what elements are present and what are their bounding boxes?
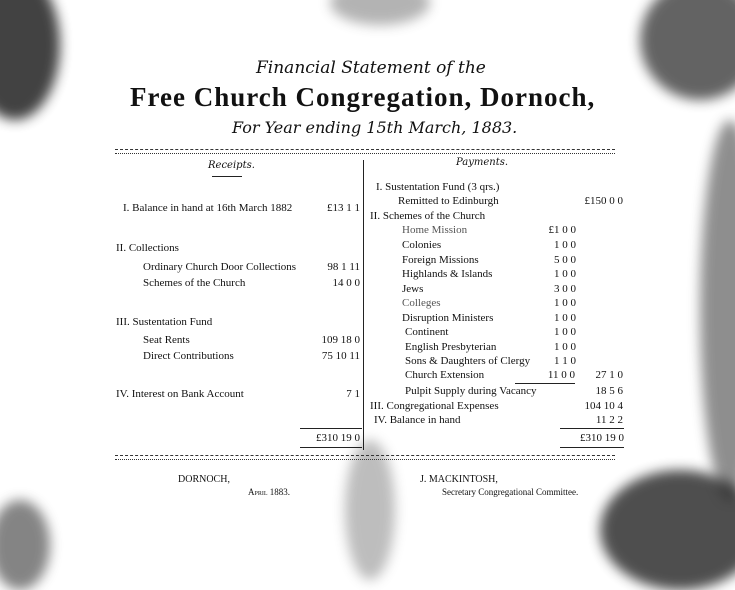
header-line1: Financial Statement of the	[256, 58, 486, 78]
sustentation-item-amount: 109 18 0	[321, 334, 360, 346]
footer-place: DORNOCH,	[178, 474, 230, 485]
receipts-total-underline	[300, 447, 362, 448]
payments-balance-amount: 11 2 2	[595, 414, 623, 426]
collections-item-amount: 98 1 11	[327, 261, 360, 273]
schemes-subtotal-rule	[515, 383, 575, 384]
scheme-item-label: Jews	[402, 283, 424, 295]
payments-schemes-heading: II. Schemes of the Church	[370, 210, 486, 222]
scheme-item-amount: 1 0 0	[554, 297, 576, 309]
sustentation-heading: III. Sustentation Fund	[116, 316, 213, 328]
scheme-item-label: Highlands & Islands	[402, 268, 493, 280]
scheme-item-amount: 5 0 0	[554, 254, 576, 266]
scheme-item-amount: 1 0 0	[554, 341, 576, 353]
collections-heading: II. Collections	[116, 242, 179, 254]
sustentation-item-amount: 75 10 11	[321, 350, 360, 362]
footer-signatory: J. MACKINTOSH,	[420, 474, 498, 485]
scan-shadow-top-center	[330, 0, 430, 25]
receipts-balance-amount: £13 1 1	[327, 202, 360, 214]
pulpit-amount: 18 5 6	[595, 385, 623, 397]
scan-shadow-right	[700, 120, 735, 500]
scheme-item-label: English Presbyterian	[405, 341, 497, 353]
scheme-item-label: Home Mission	[402, 224, 468, 236]
collections-item-amount: 14 0 0	[332, 277, 360, 289]
scheme-item-label: Colleges	[402, 297, 441, 309]
scheme-item-amount: 11 0 0	[547, 369, 575, 381]
collections-item-label: Schemes of the Church	[143, 277, 246, 289]
scheme-item-amount: 1 0 0	[554, 326, 576, 338]
scheme-item-label: Disruption Ministers	[402, 312, 494, 324]
sustentation-item-label: Seat Rents	[143, 334, 190, 346]
receipts-balance-label: I. Balance in hand at 16th March 1882	[123, 202, 293, 214]
scan-shadow-bottom-right	[600, 470, 735, 590]
payments-total: £310 19 0	[580, 432, 624, 444]
payments-heading: Payments.	[456, 157, 509, 168]
scheme-item-amount: £1 0 0	[548, 224, 576, 236]
payments-sustentation-label: Remitted to Edinburgh	[398, 195, 499, 207]
interest-label: IV. Interest on Bank Account	[116, 388, 244, 400]
scheme-item-amount: 1 0 0	[554, 268, 576, 280]
collections-item-label: Ordinary Church Door Collections	[143, 261, 297, 273]
congregational-amount: 104 10 4	[584, 400, 623, 412]
receipts-total: £310 19 0	[316, 432, 360, 444]
center-divider	[363, 160, 364, 450]
bottom-divider	[115, 455, 615, 460]
receipts-heading: Receipts.	[208, 160, 255, 171]
scan-shadow-bottom-left	[0, 500, 50, 590]
footer-role: Secretary Congregational Committee.	[442, 487, 579, 497]
scheme-item-amount: 1 0 0	[554, 239, 576, 251]
payments-total-underline	[560, 447, 624, 448]
payments-total-rule	[560, 428, 624, 429]
payments-balance-label: IV. Balance in hand	[374, 414, 461, 426]
payments-sustentation-amount: £150 0 0	[584, 195, 623, 207]
schemes-subtotal: 27 1 0	[595, 369, 623, 381]
header-line3: For Year ending 15th March, 1883.	[232, 118, 518, 137]
scheme-item-amount: 3 0 0	[554, 283, 576, 295]
sustentation-item-label: Direct Contributions	[143, 350, 234, 362]
page-title: Free Church Congregation, Dornoch,	[130, 82, 596, 112]
scheme-item-label: Sons & Daughters of Clergy	[405, 355, 531, 367]
receipts-heading-underline	[212, 176, 242, 177]
scheme-item-label: Continent	[405, 326, 449, 338]
receipts-total-rule	[300, 428, 362, 429]
scheme-item-label: Foreign Missions	[402, 254, 479, 266]
payments-sustentation-heading: I. Sustentation Fund (3 qrs.)	[376, 181, 500, 193]
footer-date: April 1883.	[248, 487, 291, 497]
scan-shadow-fold	[345, 440, 395, 580]
scan-shadow-top-right	[640, 0, 735, 100]
congregational-label: III. Congregational Expenses	[370, 400, 499, 412]
scheme-item-amount: 1 1 0	[554, 355, 576, 367]
scheme-item-label: Church Extension	[405, 369, 485, 381]
scheme-item-label: Colonies	[402, 239, 442, 251]
scan-shadow-top-left	[0, 0, 60, 120]
top-divider	[115, 149, 615, 154]
pulpit-label: Pulpit Supply during Vacancy	[405, 385, 537, 397]
scheme-item-amount: 1 0 0	[554, 312, 576, 324]
interest-amount: 7 1	[346, 388, 360, 400]
